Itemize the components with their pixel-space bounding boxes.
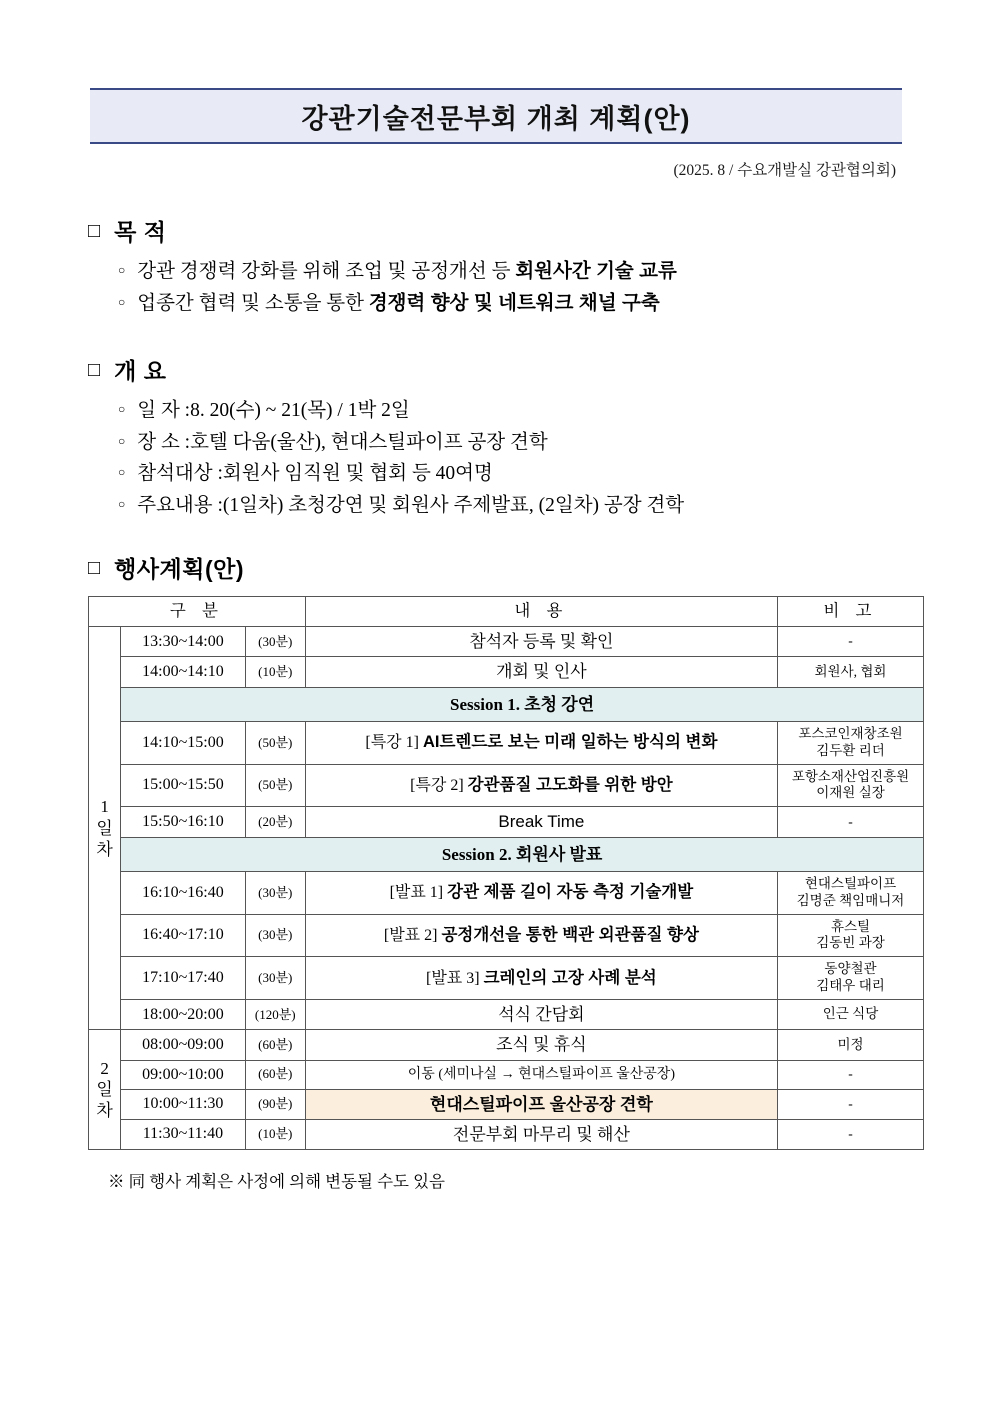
day-label-1: 1 일 차 bbox=[89, 627, 121, 1030]
cell-content: Break Time bbox=[305, 807, 777, 837]
cell-note: 동양철관 김태우 대리 bbox=[778, 957, 924, 1000]
document-title-band bbox=[90, 88, 902, 144]
cell-duration: (50분) bbox=[245, 721, 305, 764]
cell-note: 포항소재산업진흥원 이재원 실장 bbox=[778, 764, 924, 807]
column-header-division: 구 분 bbox=[89, 597, 306, 627]
list-item-text: 주요내용 :(1일차) 초청강연 및 회원사 주제발표, (2일차) 공장 견학 bbox=[137, 494, 685, 516]
cell-content: 참석자 등록 및 확인 bbox=[305, 627, 777, 657]
cell-note: - bbox=[778, 1089, 924, 1119]
table-row bbox=[89, 1119, 924, 1149]
table-header-row bbox=[89, 597, 924, 627]
cell-time: 14:00~14:10 bbox=[121, 657, 245, 687]
cell-note: 포스코인재창조원 김두환 리더 bbox=[778, 721, 924, 764]
cell-duration: (120분) bbox=[245, 1000, 305, 1030]
table-row bbox=[89, 914, 924, 957]
cell-duration: (30분) bbox=[245, 957, 305, 1000]
cell-note: 휴스틸 김동빈 과장 bbox=[778, 914, 924, 957]
table-row bbox=[89, 1060, 924, 1089]
column-header-content: 내 용 bbox=[305, 597, 777, 627]
cell-note: 회원사, 협회 bbox=[778, 657, 924, 687]
cell-duration: (60분) bbox=[245, 1030, 305, 1060]
cell-content: 개회 및 인사 bbox=[305, 657, 777, 687]
cell-time: 10:00~11:30 bbox=[121, 1089, 245, 1119]
section-overview-heading bbox=[74, 353, 918, 386]
square-bullet-icon: □ bbox=[88, 556, 101, 579]
table-session-row bbox=[89, 837, 924, 871]
cell-content: [발표 1] 강관 제품 길이 자동 측정 기술개발 bbox=[305, 871, 777, 914]
list-item bbox=[118, 395, 918, 427]
cell-content: 석식 간담회 bbox=[305, 1000, 777, 1030]
table-row bbox=[89, 957, 924, 1000]
cell-time: 14:10~15:00 bbox=[121, 721, 245, 764]
table-row bbox=[89, 807, 924, 837]
column-header-note: 비 고 bbox=[778, 597, 924, 627]
list-item-text: 업종간 협력 및 소통을 통한 경쟁력 향상 및 네트워크 채널 구축 bbox=[137, 291, 660, 314]
circle-bullet-icon: ○ bbox=[118, 465, 126, 480]
cell-duration: (30분) bbox=[245, 914, 305, 957]
cell-content: 이동 (세미나실 → 현대스틸파이프 울산공장) bbox=[305, 1060, 777, 1089]
cell-content: 조식 및 휴식 bbox=[305, 1030, 777, 1060]
list-item bbox=[118, 256, 918, 288]
table-row bbox=[89, 657, 924, 687]
page-title: 강관기술전문부회 개최 계획(안) bbox=[301, 103, 691, 134]
list-item-text: 참석대상 :회원사 임직원 및 협회 등 40여명 bbox=[137, 463, 493, 485]
cell-duration: (10분) bbox=[245, 657, 305, 687]
cell-content-highlighted: 현대스틸파이프 울산공장 견학 bbox=[305, 1089, 777, 1119]
session-title: Session 2. 회원사 발표 bbox=[121, 837, 924, 871]
circle-bullet-icon: ○ bbox=[118, 263, 126, 277]
list-item bbox=[118, 427, 918, 459]
circle-bullet-icon: ○ bbox=[118, 433, 126, 448]
list-item bbox=[118, 490, 918, 522]
cell-note: 미정 bbox=[778, 1030, 924, 1060]
cell-time: 09:00~10:00 bbox=[121, 1060, 245, 1089]
cell-time: 16:40~17:10 bbox=[121, 914, 245, 957]
section-purpose-heading bbox=[74, 214, 918, 247]
section-purpose-list bbox=[74, 256, 918, 319]
cell-time: 11:30~11:40 bbox=[121, 1119, 245, 1149]
cell-note: - bbox=[778, 1060, 924, 1089]
cell-note: - bbox=[778, 627, 924, 657]
circle-bullet-icon: ○ bbox=[118, 294, 126, 309]
table-row bbox=[89, 871, 924, 914]
list-item-text: 강관 경쟁력 강화를 위해 조업 및 공정개선 등 회원사간 기술 교류 bbox=[137, 260, 677, 282]
section-plan bbox=[74, 551, 918, 1192]
section-purpose bbox=[74, 214, 918, 319]
section-overview-title: 개 요 bbox=[114, 358, 167, 385]
cell-content: [특강 1] AI트렌드로 보는 미래 일하는 방식의 변화 bbox=[305, 721, 777, 764]
circle-bullet-icon: ○ bbox=[118, 402, 126, 417]
section-overview bbox=[74, 353, 918, 521]
footnote: ※ 同 행사 계획은 사정에 의해 변동될 수도 있음 bbox=[108, 1172, 445, 1192]
cell-time: 13:30~14:00 bbox=[121, 627, 245, 657]
cell-time: 18:00~20:00 bbox=[121, 1000, 245, 1030]
cell-duration: (20분) bbox=[245, 807, 305, 837]
table-row bbox=[89, 721, 924, 764]
cell-duration: (60분) bbox=[245, 1060, 305, 1089]
list-item bbox=[118, 458, 918, 490]
cell-time: 15:00~15:50 bbox=[121, 764, 245, 807]
cell-time: 17:10~17:40 bbox=[121, 957, 245, 1000]
cell-content: [발표 2] 공정개선을 통한 백관 외관품질 향상 bbox=[305, 914, 777, 957]
section-plan-title: 행사계획(안) bbox=[114, 556, 245, 583]
table-session-row bbox=[89, 687, 924, 721]
cell-time: 15:50~16:10 bbox=[121, 807, 245, 837]
day-label-2: 2 일 차 bbox=[89, 1030, 121, 1150]
cell-duration: (90분) bbox=[245, 1089, 305, 1119]
list-item bbox=[118, 288, 918, 320]
section-purpose-title: 목 적 bbox=[114, 219, 167, 245]
cell-note: 인근 식당 bbox=[778, 1000, 924, 1030]
table-row bbox=[89, 1089, 924, 1119]
cell-time: 08:00~09:00 bbox=[121, 1030, 245, 1060]
cell-note: - bbox=[778, 1119, 924, 1149]
cell-duration: (50분) bbox=[245, 764, 305, 807]
list-item-text: 일 자 :8. 20(수) ~ 21(목) / 1박 2일 bbox=[137, 400, 410, 422]
table-row bbox=[89, 764, 924, 807]
session-title: Session 1. 초청 강연 bbox=[121, 687, 924, 721]
document-subtitle: (2025. 8 / 수요개발실 강관협의회) bbox=[673, 162, 896, 179]
cell-content: 전문부회 마무리 및 해산 bbox=[305, 1119, 777, 1149]
table-row bbox=[89, 627, 924, 657]
cell-note: - bbox=[778, 807, 924, 837]
cell-duration: (30분) bbox=[245, 871, 305, 914]
square-bullet-icon: □ bbox=[88, 219, 101, 242]
cell-content: [발표 3] 크레인의 고장 사례 분석 bbox=[305, 957, 777, 1000]
cell-duration: (10분) bbox=[245, 1119, 305, 1149]
section-plan-heading bbox=[74, 551, 918, 584]
schedule-table bbox=[88, 596, 924, 1150]
cell-duration: (30분) bbox=[245, 627, 305, 657]
cell-time: 16:10~16:40 bbox=[121, 871, 245, 914]
cell-note: 현대스틸파이프 김명준 책임매니저 bbox=[778, 871, 924, 914]
square-bullet-icon: □ bbox=[88, 358, 101, 381]
table-row bbox=[89, 1000, 924, 1030]
cell-content: [특강 2] 강관품질 고도화를 위한 방안 bbox=[305, 764, 777, 807]
list-item-text: 장 소 :호텔 다움(울산), 현대스틸파이프 공장 견학 bbox=[137, 431, 548, 453]
table-row bbox=[89, 1030, 924, 1060]
section-overview-list bbox=[74, 395, 918, 521]
circle-bullet-icon: ○ bbox=[118, 496, 126, 511]
